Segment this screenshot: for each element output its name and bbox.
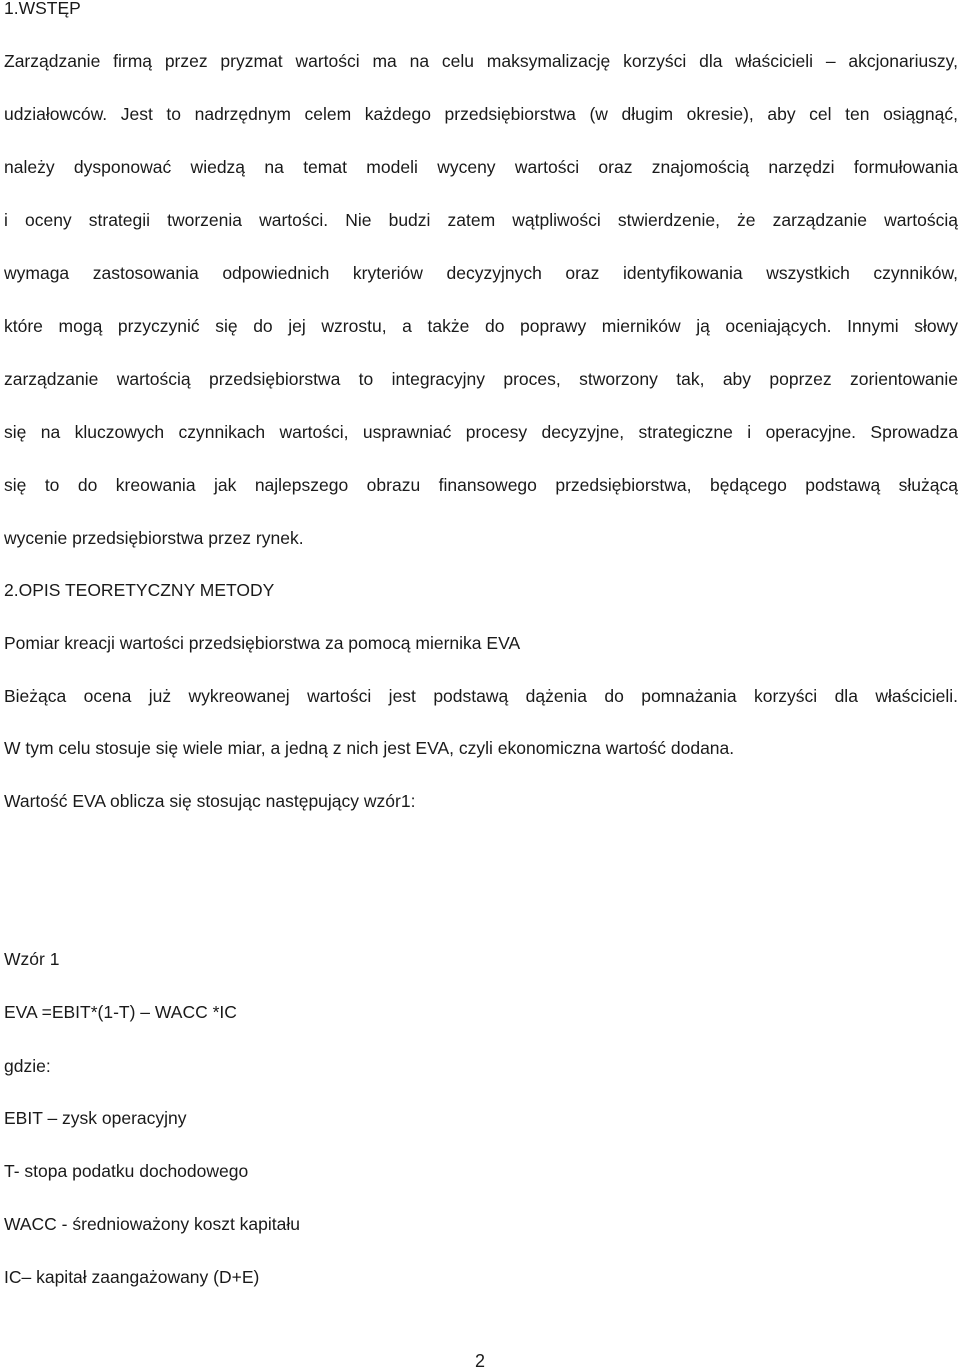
paragraph-line: zarządzanie wartością przedsiębiorstwa to integracyjny proces, stworzony tak, aby poprzez zorientowanie bbox=[4, 369, 958, 389]
paragraph-line: które mogą przyczynić się do jej wzrostu, a także do poprawy mierników ją oceniających. Innymi słowy bbox=[4, 316, 958, 336]
paragraph-line: i oceny strategii tworzenia wartości. Nie budzi zatem wątpliwości stwierdzenie, że zarządzanie wartością bbox=[4, 210, 958, 230]
body-line: W tym celu stosuje się wiele miar, a jedną z nich jest EVA, czyli ekonomiczna wartość dodana. bbox=[4, 738, 735, 758]
formula-definition: EBIT – zysk operacyjny bbox=[4, 1108, 187, 1128]
formula-where: gdzie: bbox=[4, 1056, 51, 1076]
formula-definition: IC– kapitał zaangażowany (D+E) bbox=[4, 1267, 260, 1287]
paragraph-line: się na kluczowych czynnikach wartości, usprawniać procesy decyzyjne, strategiczne i operacyjne. Sprowadza bbox=[4, 422, 958, 442]
section-subheading: Pomiar kreacji wartości przedsiębiorstwa za pomocą miernika EVA bbox=[4, 633, 521, 653]
paragraph-line: wymaga zastosowania odpowiednich kryteriów decyzyjnych oraz identyfikowania wszystkich czynników, bbox=[4, 263, 958, 283]
formula-definition: T- stopa podatku dochodowego bbox=[4, 1161, 249, 1181]
paragraph-line: wycenie przedsiębiorstwa przez rynek. bbox=[4, 528, 304, 548]
page-number: 2 bbox=[474, 1351, 485, 1371]
section-heading-method: 2.OPIS TEORETYCZNY METODY bbox=[4, 580, 275, 600]
formula-expression: EVA =EBIT*(1-T) – WACC *IC bbox=[4, 1002, 237, 1022]
body-line: Bieżąca ocena już wykreowanej wartości jest podstawą dążenia do pomnażania korzyści dla właścicieli. bbox=[4, 686, 958, 706]
section-heading-introduction: 1.WSTĘP bbox=[4, 0, 81, 18]
paragraph-line: należy dysponować wiedzą na temat modeli wyceny wartości oraz znajomością narzędzi formułowania bbox=[4, 157, 958, 177]
formula-label: Wzór 1 bbox=[4, 949, 60, 969]
formula-definition: WACC - średnioważony koszt kapitału bbox=[4, 1214, 300, 1234]
paragraph-line: Zarządzanie firmą przez pryzmat wartości ma na celu maksymalizację korzyści dla właścicieli – akcjonariuszy, bbox=[4, 51, 958, 71]
paragraph-line: się to do kreowania jak najlepszego obrazu finansowego przedsiębiorstwa, będącego podstawą służącą bbox=[4, 475, 958, 495]
paragraph-line: udziałowców. Jest to nadrzędnym celem każdego przedsiębiorstwa (w długim okresie), aby cel ten osiągnąć, bbox=[4, 104, 958, 124]
body-line: Wartość EVA oblicza się stosując następujący wzór1: bbox=[4, 791, 416, 811]
